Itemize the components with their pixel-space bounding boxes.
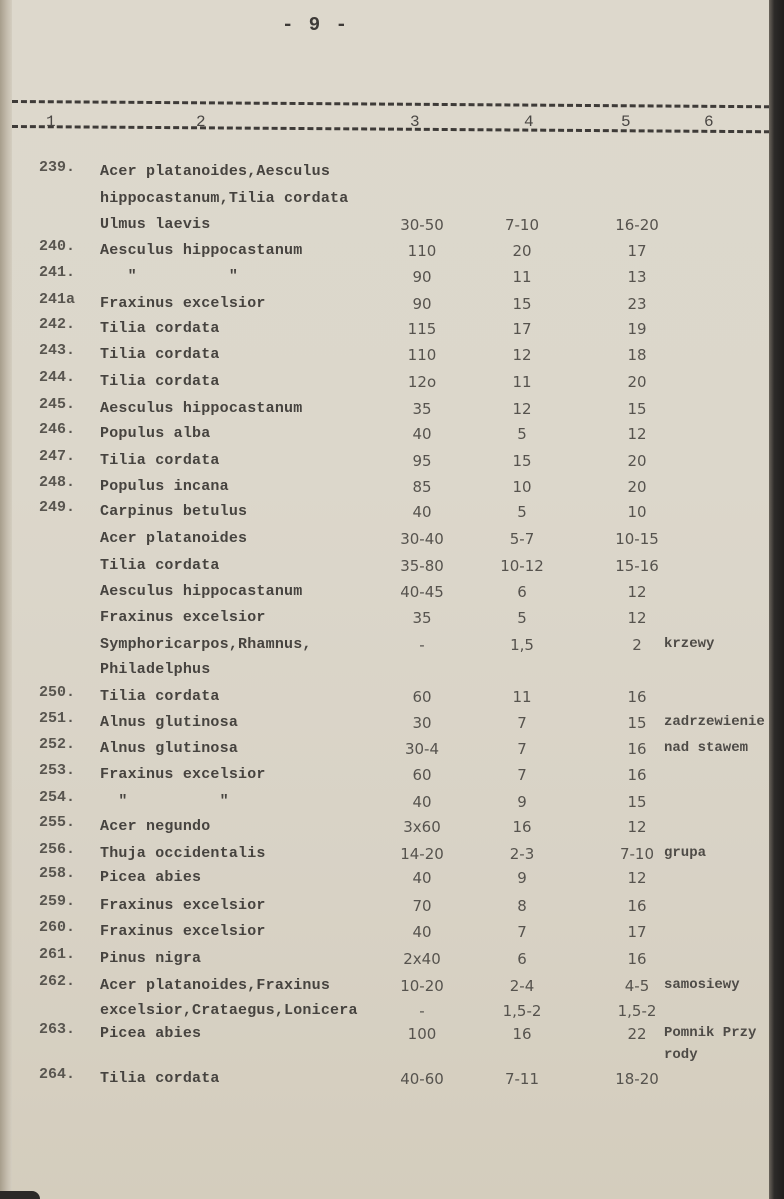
row-number: 254.	[39, 789, 76, 806]
diameter-value: 3x60	[403, 818, 441, 836]
diameter-value: 90	[412, 268, 432, 286]
crown-value: 19	[627, 320, 647, 338]
diameter-value: 40-45	[400, 583, 444, 601]
crown-value: 22	[627, 1025, 647, 1043]
species-name: Tilia cordata	[100, 452, 220, 469]
crown-value: 15	[627, 793, 647, 811]
diameter-value: 100	[407, 1025, 437, 1043]
diameter-value: 40	[412, 425, 432, 443]
height-value: 7	[517, 740, 527, 758]
species-name: Fraxinus excelsior	[100, 609, 266, 626]
species-name: Acer platanoides,Fraxinus	[100, 977, 331, 994]
row-number: 251.	[39, 710, 76, 727]
height-value: 12	[512, 400, 532, 418]
diameter-value: 70	[412, 897, 432, 915]
crown-value: 17	[627, 242, 647, 260]
row-number: 258.	[39, 865, 76, 882]
diameter-value: 30-40	[400, 530, 444, 548]
crown-value: 17	[627, 923, 647, 941]
diameter-value: 40	[412, 869, 432, 887]
diameter-value: 40	[412, 923, 432, 941]
height-value: 9	[517, 793, 527, 811]
table-row	[12, 421, 772, 451]
diameter-value: 2x40	[403, 950, 441, 968]
height-value: 15	[512, 452, 532, 470]
row-number: 243.	[39, 342, 76, 359]
diameter-value: 40	[412, 503, 432, 521]
diameter-value: 14-20	[400, 845, 444, 863]
crown-value: 18	[627, 346, 647, 364]
crown-value: 16	[627, 950, 647, 968]
height-value: 10-12	[500, 557, 544, 575]
row-number: 240.	[39, 238, 76, 255]
header-rule-bottom	[12, 125, 770, 133]
diameter-value: 30	[412, 714, 432, 732]
column-header-4: 4	[524, 113, 534, 131]
row-number: 244.	[39, 369, 76, 386]
row-number: 252.	[39, 736, 76, 753]
row-number: 250.	[39, 684, 76, 701]
species-name: Fraxinus excelsior	[100, 897, 266, 914]
species-name: Tilia cordata	[100, 688, 220, 705]
crown-value: 20	[627, 373, 647, 391]
species-name: Alnus glutinosa	[100, 714, 239, 731]
column-header-3: 3	[410, 113, 420, 131]
table-row	[12, 946, 772, 976]
height-value: 16	[512, 1025, 532, 1043]
row-number: 245.	[39, 396, 76, 413]
crown-value: 18-20	[615, 1070, 659, 1088]
crown-value: 20	[627, 452, 647, 470]
table-row	[12, 661, 772, 687]
column-header-1: 1	[46, 113, 56, 131]
crown-value: 12	[627, 609, 647, 627]
table-row	[12, 264, 772, 294]
height-value: 11	[512, 688, 532, 706]
table-row	[12, 841, 772, 871]
species-name: Populus incana	[100, 478, 229, 495]
page-left-edge	[0, 0, 12, 1199]
page-number: - 9 -	[282, 14, 350, 36]
height-value: 12	[512, 346, 532, 364]
species-name: hippocastanum,Tilia cordata	[100, 190, 349, 207]
table-row	[12, 238, 772, 268]
crown-value: 12	[627, 425, 647, 443]
remarks: rody	[664, 1047, 698, 1063]
height-value: 16	[512, 818, 532, 836]
crown-value: 15-16	[615, 557, 659, 575]
height-value: 11	[512, 373, 532, 391]
diameter-value: 90	[412, 295, 432, 313]
height-value: 20	[512, 242, 532, 260]
diameter-value: 35	[412, 609, 432, 627]
height-value: 8	[517, 897, 527, 915]
table-row	[12, 919, 772, 949]
height-value: 1,5	[510, 636, 534, 654]
table-row	[12, 710, 772, 740]
height-value: 17	[512, 320, 532, 338]
diameter-value: 30-4	[404, 740, 440, 758]
height-value: 2-4	[509, 977, 535, 995]
row-number: 241.	[39, 264, 76, 281]
species-name: Carpinus betulus	[100, 503, 248, 520]
crown-value: 16	[627, 740, 647, 758]
document-page	[12, 0, 769, 1199]
row-number: 262.	[39, 973, 76, 990]
table-row	[12, 190, 772, 216]
row-number: 253.	[39, 762, 76, 779]
crown-value: 10-15	[615, 530, 659, 548]
height-value: 1,5-2	[502, 1002, 542, 1020]
diameter-value: 85	[412, 478, 432, 496]
row-number: 242.	[39, 316, 76, 333]
remarks: krzewy	[664, 636, 715, 652]
crown-value: 1,5-2	[617, 1002, 657, 1020]
crown-value: 13	[627, 268, 647, 286]
row-number: 241a	[39, 291, 76, 308]
diameter-value: 110	[407, 346, 437, 364]
table-row	[12, 609, 772, 635]
species-name: Picea abies	[100, 869, 202, 886]
height-value: 9	[517, 869, 527, 887]
species-name: Tilia cordata	[100, 346, 220, 363]
species-name: Fraxinus excelsior	[100, 766, 266, 783]
height-value: 10	[512, 478, 532, 496]
height-value: 5	[517, 503, 527, 521]
row-number: 256.	[39, 841, 76, 858]
remarks: nad stawem	[664, 740, 749, 756]
species-name: Populus alba	[100, 425, 211, 442]
diameter-value: -	[419, 636, 425, 654]
species-name: Aesculus hippocastanum	[100, 400, 303, 417]
page-right-edge	[769, 0, 784, 1199]
height-value: 5	[517, 425, 527, 443]
crown-value: 23	[627, 295, 647, 313]
height-value: 7-10	[504, 216, 540, 234]
bottom-corner-shadow	[0, 1191, 40, 1199]
crown-value: 16	[627, 766, 647, 784]
species-name: Tilia cordata	[100, 320, 220, 337]
height-value: 6	[517, 583, 527, 601]
diameter-value: 60	[412, 766, 432, 784]
species-name: Aesculus hippocastanum	[100, 242, 303, 259]
species-name: Ulmus laevis	[100, 216, 211, 233]
crown-value: 12	[627, 818, 647, 836]
header-rule-top	[12, 100, 770, 108]
diameter-value: 10-20	[400, 977, 444, 995]
species-name: Acer negundo	[100, 818, 211, 835]
species-name: " "	[100, 793, 229, 810]
height-value: 11	[512, 268, 532, 286]
species-name: Philadelphus	[100, 661, 211, 678]
table-row	[12, 291, 772, 321]
crown-value: 10	[627, 503, 647, 521]
species-name: Picea abies	[100, 1025, 202, 1042]
crown-value: 16	[627, 688, 647, 706]
remarks: grupa	[664, 845, 707, 861]
table-row	[12, 369, 772, 399]
table-row	[12, 557, 772, 583]
row-number: 264.	[39, 1066, 76, 1083]
diameter-value: 110	[407, 242, 437, 260]
diameter-value: -	[419, 1002, 425, 1020]
table-row	[12, 396, 772, 426]
diameter-value: 115	[407, 320, 437, 338]
row-number: 247.	[39, 448, 76, 465]
species-name: Tilia cordata	[100, 373, 220, 390]
species-name: excelsior,Crataegus,Lonicera	[100, 1002, 358, 1019]
table-row	[12, 1066, 772, 1096]
height-value: 7	[517, 714, 527, 732]
height-value: 15	[512, 295, 532, 313]
table-row	[12, 448, 772, 478]
table-row	[12, 316, 772, 346]
table-row	[12, 499, 772, 529]
diameter-value: 60	[412, 688, 432, 706]
table-row	[12, 814, 772, 844]
height-value: 7	[517, 923, 527, 941]
species-name: Symphoricarpos,Rhamnus,	[100, 636, 312, 653]
height-value: 5-7	[509, 530, 535, 548]
species-name: Fraxinus excelsior	[100, 295, 266, 312]
height-value: 7	[517, 766, 527, 784]
species-name: Thuja occidentalis	[100, 845, 266, 862]
table-row	[12, 736, 772, 766]
diameter-value: 30-50	[400, 216, 444, 234]
species-name: Pinus nigra	[100, 950, 202, 967]
row-number: 239.	[39, 159, 76, 176]
table-row	[12, 474, 772, 504]
row-number: 263.	[39, 1021, 76, 1038]
crown-value: 4-5	[624, 977, 650, 995]
crown-value: 15	[627, 400, 647, 418]
table-row	[12, 865, 772, 895]
height-value: 7-11	[504, 1070, 540, 1088]
crown-value: 20	[627, 478, 647, 496]
row-number: 249.	[39, 499, 76, 516]
diameter-value: 35	[412, 400, 432, 418]
crown-value: 2	[632, 636, 642, 654]
crown-value: 15	[627, 714, 647, 732]
crown-value: 7-10	[619, 845, 655, 863]
diameter-value: 40	[412, 793, 432, 811]
column-header-5: 5	[621, 113, 631, 131]
table-row	[12, 893, 772, 923]
crown-value: 16	[627, 897, 647, 915]
table-row	[12, 636, 772, 662]
species-name: Tilia cordata	[100, 1070, 220, 1087]
row-number: 248.	[39, 474, 76, 491]
remarks: zadrzewienie	[664, 714, 765, 730]
species-name: Fraxinus excelsior	[100, 923, 266, 940]
remarks: Pomnik Przy	[664, 1025, 757, 1041]
table-row	[12, 530, 772, 556]
height-value: 2-3	[509, 845, 535, 863]
table-row	[12, 159, 772, 189]
diameter-value: 40-60	[400, 1070, 444, 1088]
column-header-2: 2	[196, 113, 206, 131]
species-name: Aesculus hippocastanum	[100, 583, 303, 600]
row-number: 261.	[39, 946, 76, 963]
row-number: 259.	[39, 893, 76, 910]
remarks: samosiewy	[664, 977, 740, 993]
diameter-value: 35-80	[400, 557, 444, 575]
diameter-value: 12o	[407, 373, 437, 391]
height-value: 5	[517, 609, 527, 627]
diameter-value: 95	[412, 452, 432, 470]
row-number: 246.	[39, 421, 76, 438]
crown-value: 12	[627, 869, 647, 887]
table-row	[12, 684, 772, 714]
table-row	[12, 583, 772, 609]
species-name: Acer platanoides,Aesculus	[100, 163, 331, 180]
column-header-6: 6	[704, 113, 714, 131]
table-row	[12, 789, 772, 819]
species-name: Acer platanoides	[100, 530, 248, 547]
crown-value: 16-20	[615, 216, 659, 234]
height-value: 6	[517, 950, 527, 968]
table-row	[12, 342, 772, 372]
table-row	[12, 762, 772, 792]
row-number: 260.	[39, 919, 76, 936]
species-name: Tilia cordata	[100, 557, 220, 574]
table-row	[12, 216, 772, 242]
table-row	[12, 973, 772, 1003]
crown-value: 12	[627, 583, 647, 601]
species-name: " "	[100, 268, 239, 285]
species-name: Alnus glutinosa	[100, 740, 239, 757]
row-number: 255.	[39, 814, 76, 831]
